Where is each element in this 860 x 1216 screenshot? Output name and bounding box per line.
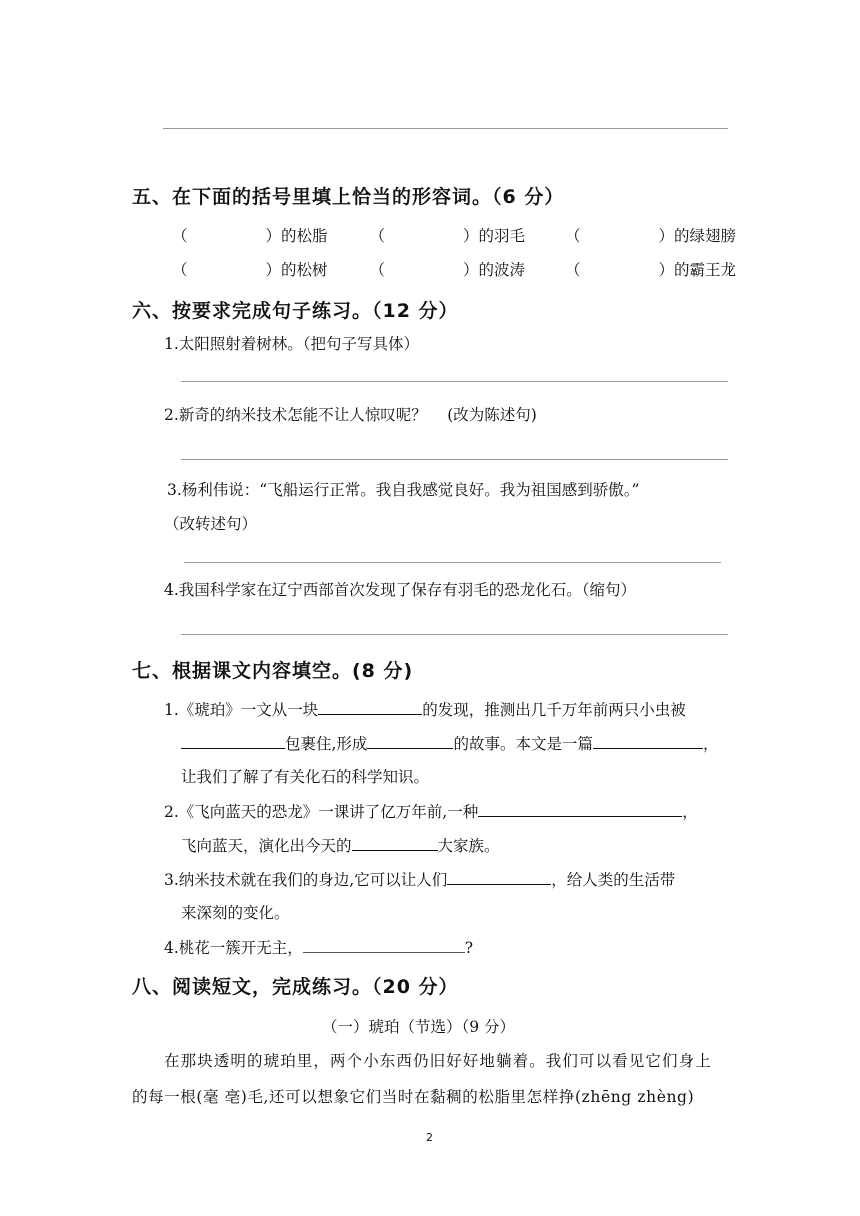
fill-blank[interactable] [593,731,703,749]
fill-question-1-line-1 [164,697,686,720]
sentence-question-3-instruction: （改转述句） [164,515,258,533]
paren-open: （ [565,261,581,279]
text: ，给人类的生活带 [551,871,676,889]
answer-line-q1[interactable] [181,381,728,382]
fill-blank[interactable] [181,731,285,749]
text: ， [682,803,698,821]
text: 的故事。本文是一篇 [453,735,593,753]
paren-open: （ [565,227,581,245]
fill-question-3-line-1 [164,867,675,890]
fill-question-1-line-2 [181,731,718,754]
paren-open: （ [172,261,188,279]
adjective-target: ）的松脂 [265,227,328,245]
adjective-blank[interactable] [581,258,659,280]
reading-paragraph-line-2: 的每一根(毫 亳)毛,还可以想象它们当时在黏稠的松脂里怎样挣(zhēng zhèng) [132,1088,695,1106]
paren-open: （ [369,227,386,245]
fill-question-2-line-2 [181,833,500,856]
sentence-question-3: 3.杨利伟说：“飞船运行正常。我自我感觉良好。我为祖国感到骄傲。” [167,481,640,499]
text: ? [464,939,474,957]
adjective-target: ）的松树 [265,261,328,279]
fill-blank[interactable] [447,867,551,885]
paren-open: （ [369,261,386,279]
text: 2.《飞向蓝天的恐龙》一课讲了亿万年前,一种 [164,803,479,821]
fill-question-1-line-3: 让我们了解了有关化石的科学知识。 [181,768,430,786]
answer-line-q2[interactable] [181,459,728,460]
fill-blank[interactable] [367,731,453,749]
adjective-blank[interactable] [188,224,266,246]
sentence-question-4: 4.我国科学家在辽宁西部首次发现了保存有羽毛的恐龙化石。（缩句） [164,581,637,599]
text: ， [702,735,719,753]
text: 包裹住,形成 [285,735,368,753]
adjective-row-2 [172,258,736,280]
text: 飞向蓝天，演化出今天的 [181,837,352,855]
sentence-question-2: 2.新奇的纳米技术怎能不让人惊叹呢？ (改为陈述句) [164,406,537,424]
answer-line-q4[interactable] [181,634,728,635]
section-7-title: 七、根据课文内容填空。(8 分) [132,660,414,682]
fill-blank[interactable] [352,833,438,851]
adjective-target: ）的波涛 [463,261,526,279]
text: 1.《琥珀》一文从一块 [164,701,319,719]
fill-question-3-line-2: 来深刻的变化。 [181,904,290,922]
fill-blank[interactable] [303,935,465,953]
text: 4.桃花一簇开无主， [164,939,303,957]
fill-blank[interactable] [478,799,682,817]
adjective-blank[interactable] [188,258,266,280]
text: 3.纳米技术就在我们的身边,它可以让人们 [164,871,448,889]
reading-subtitle: （一）琥珀（节选）（9 分） [322,1018,516,1036]
page-number: 2 [426,1131,433,1144]
fill-blank[interactable] [318,697,422,715]
adjective-row-1 [172,224,736,246]
text: 大家族。 [437,837,500,855]
answer-line-top[interactable] [163,128,728,129]
adjective-blank[interactable] [581,224,659,246]
fill-question-2-line-1 [164,799,698,822]
section-5-title: 五、在下面的括号里填上恰当的形容词。（6 分） [132,186,565,208]
adjective-target: ）的羽毛 [463,227,526,245]
adjective-blank[interactable] [385,258,463,280]
section-8-title: 八、阅读短文，完成练习。（20 分） [132,976,459,998]
text: 的发现，推测出几千万年前两只小虫被 [422,701,686,719]
sentence-question-1: 1.太阳照射着树林。（把句子写具体） [164,335,420,353]
answer-line-q3[interactable] [184,562,721,563]
reading-paragraph-line-1: 在那块透明的琥珀里，两个小东西仍旧好好地躺着。我们可以看见它们身上 [164,1052,712,1070]
paren-open: （ [172,227,188,245]
adjective-target: ）的霸王龙 [658,261,737,279]
adjective-blank[interactable] [385,224,463,246]
section-6-title: 六、按要求完成句子练习。（12 分） [132,300,459,322]
fill-question-4 [164,935,473,958]
adjective-target: ）的绿翅膀 [658,227,737,245]
